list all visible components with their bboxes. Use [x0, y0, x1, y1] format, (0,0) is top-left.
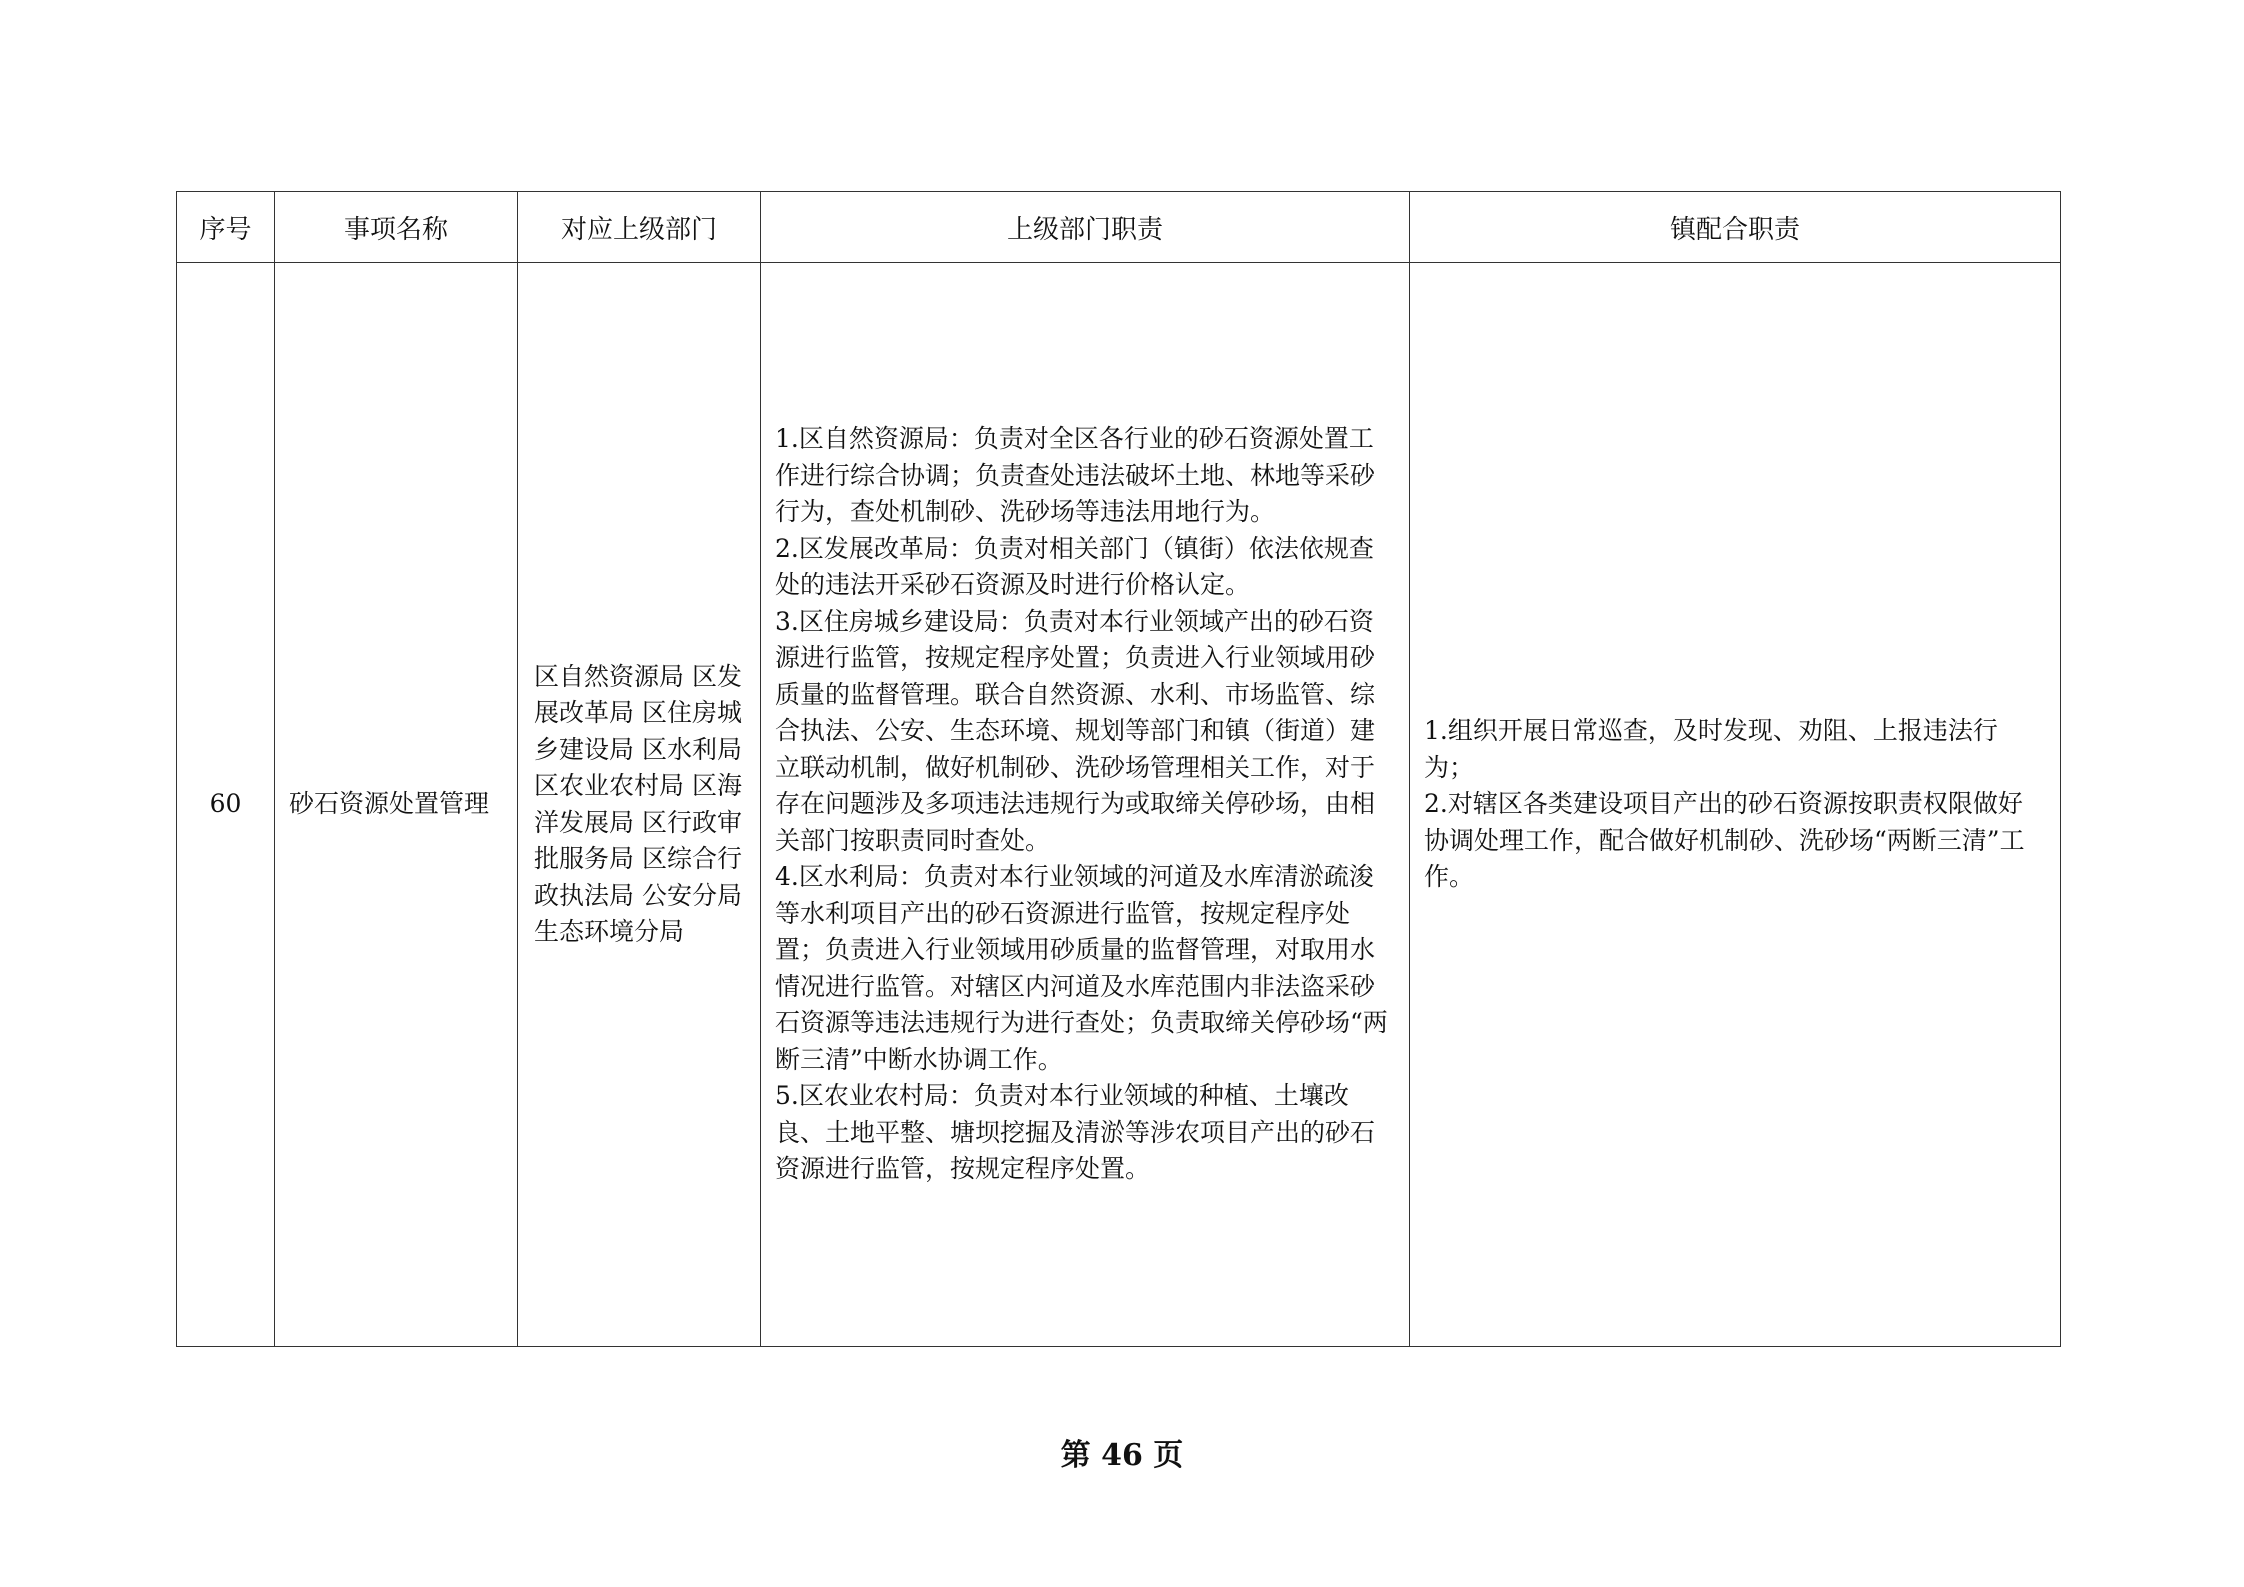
table-header	[177, 192, 2061, 263]
duty-item: 3.区住房城乡建设局：负责对本行业领域产出的砂石资源进行监管，按规定程序处置；负责进入行业领域用砂质量的监督管理。联合自然资源、水利、市场监管、综合执法、公安、生态环境、规划等部门和镇（街道）建立联动机制，做好机制砂、洗砂场管理相关工作，对于存在问题涉及多项违法违规行为或取缔关停砂场，由相关部门按职责同时查处。	[775, 606, 1376, 855]
row-town-duties	[1410, 263, 2061, 1347]
row-item-name: 砂石资源处置管理	[275, 263, 518, 1347]
row-superior-duties	[761, 263, 1410, 1347]
table-body	[177, 263, 2061, 1347]
header-row	[177, 192, 2061, 263]
row-serial-number: 60	[177, 263, 275, 1347]
header-item-name: 事项名称	[275, 192, 518, 263]
duty-item: 5.区农业农村局：负责对本行业领域的种植、土壤改良、土地平整、塘坝挖掘及清淤等涉农项目产出的砂石资源进行监管，按规定程序处置。	[775, 1081, 1376, 1184]
town-duty-item: 2.对辖区各类建设项目产出的砂石资源按职责权限做好协调处理工作，配合做好机制砂、洗砂场“两断三清”工作。	[1424, 789, 2025, 892]
town-duty-item: 1.组织开展日常巡查，及时发现、劝阻、上报违法行为；	[1424, 716, 1998, 782]
page-number: 第 46 页	[1060, 1438, 1184, 1473]
row-departments: 区自然资源局 区发展改革局 区住房城乡建设局 区水利局 区农业农村局 区海洋发展局 区行政审批服务局 区综合行政执法局 公安分局 生态环境分局	[518, 263, 761, 1347]
duty-item: 2.区发展改革局：负责对相关部门（镇街）依法依规查处的违法开采砂石资源及时进行价格认定。	[775, 533, 1374, 600]
header-superior-duties: 上级部门职责	[761, 192, 1410, 263]
duty-item: 4.区水利局：负责对本行业领域的河道及水库清淤疏浚等水利项目产出的砂石资源进行监管，按规定程序处置；负责进入行业领域用砂质量的监督管理，对取用水情况进行监管。对辖区内河道及水库范围内非法盗采砂石资源等违法违规行为进行查处；负责取缔关停砂场“两断三清”中断水协调工作。	[775, 862, 1388, 1074]
header-superior-department: 对应上级部门	[518, 192, 761, 263]
header-serial-number: 序号	[177, 192, 275, 263]
duty-item: 1.区自然资源局：负责对全区各行业的砂石资源处置工作进行综合协调；负责查处违法破坏土地、林地等采砂行为，查处机制砂、洗砂场等违法用地行为。	[775, 424, 1376, 527]
header-town-duties: 镇配合职责	[1410, 192, 2061, 263]
duty-table	[176, 191, 2061, 1347]
table-row	[177, 263, 2061, 1347]
